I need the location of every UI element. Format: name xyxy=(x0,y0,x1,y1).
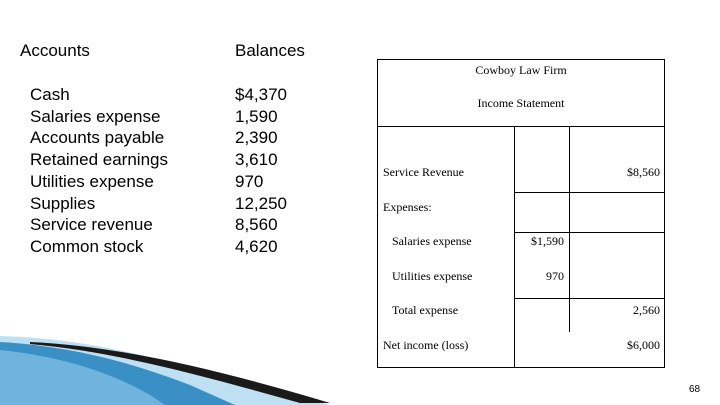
net-income-label: Net income (loss) xyxy=(383,338,469,352)
balance-item: $4,370 xyxy=(235,85,287,104)
account-item: Salaries expense xyxy=(30,106,161,126)
service-revenue-value: $8,560 xyxy=(627,165,660,179)
firm-name: Cowboy Law Firm xyxy=(475,63,567,77)
total-expense-value: 2,560 xyxy=(633,303,660,317)
account-item: Retained earnings xyxy=(30,150,168,170)
balances-header: Balances xyxy=(235,41,305,60)
balance-item: 3,610 xyxy=(235,150,278,170)
balance-item: 1,590 xyxy=(235,106,278,126)
account-item: Supplies xyxy=(30,193,96,213)
balance-item: 2,390 xyxy=(235,128,278,148)
utilities-expense-value: 970 xyxy=(546,269,564,283)
account-item: Accounts payable xyxy=(30,128,165,148)
salaries-expense-label: Salaries expense xyxy=(392,234,472,248)
statement-title: Income Statement xyxy=(477,96,565,110)
balance-item: 8,560 xyxy=(235,215,278,235)
service-revenue-label: Service Revenue xyxy=(383,165,464,179)
expenses-label: Expenses: xyxy=(383,200,432,214)
balance-item: 970 xyxy=(235,171,264,191)
total-expense-label: Total expense xyxy=(392,303,459,317)
utilities-expense-label: Utilities expense xyxy=(392,269,473,283)
account-item: Cash xyxy=(30,85,70,104)
balance-item: 4,620 xyxy=(235,236,278,256)
balance-item: 12,250 xyxy=(235,193,287,213)
salaries-expense-value: $1,590 xyxy=(531,234,564,248)
accounts-header: Accounts xyxy=(20,41,90,60)
net-income-value: $6,000 xyxy=(627,338,660,352)
account-item: Service revenue xyxy=(30,215,153,235)
account-item: Common stock xyxy=(30,236,144,256)
account-item: Utilities expense xyxy=(30,171,154,191)
slide-number: 68 xyxy=(689,384,701,395)
